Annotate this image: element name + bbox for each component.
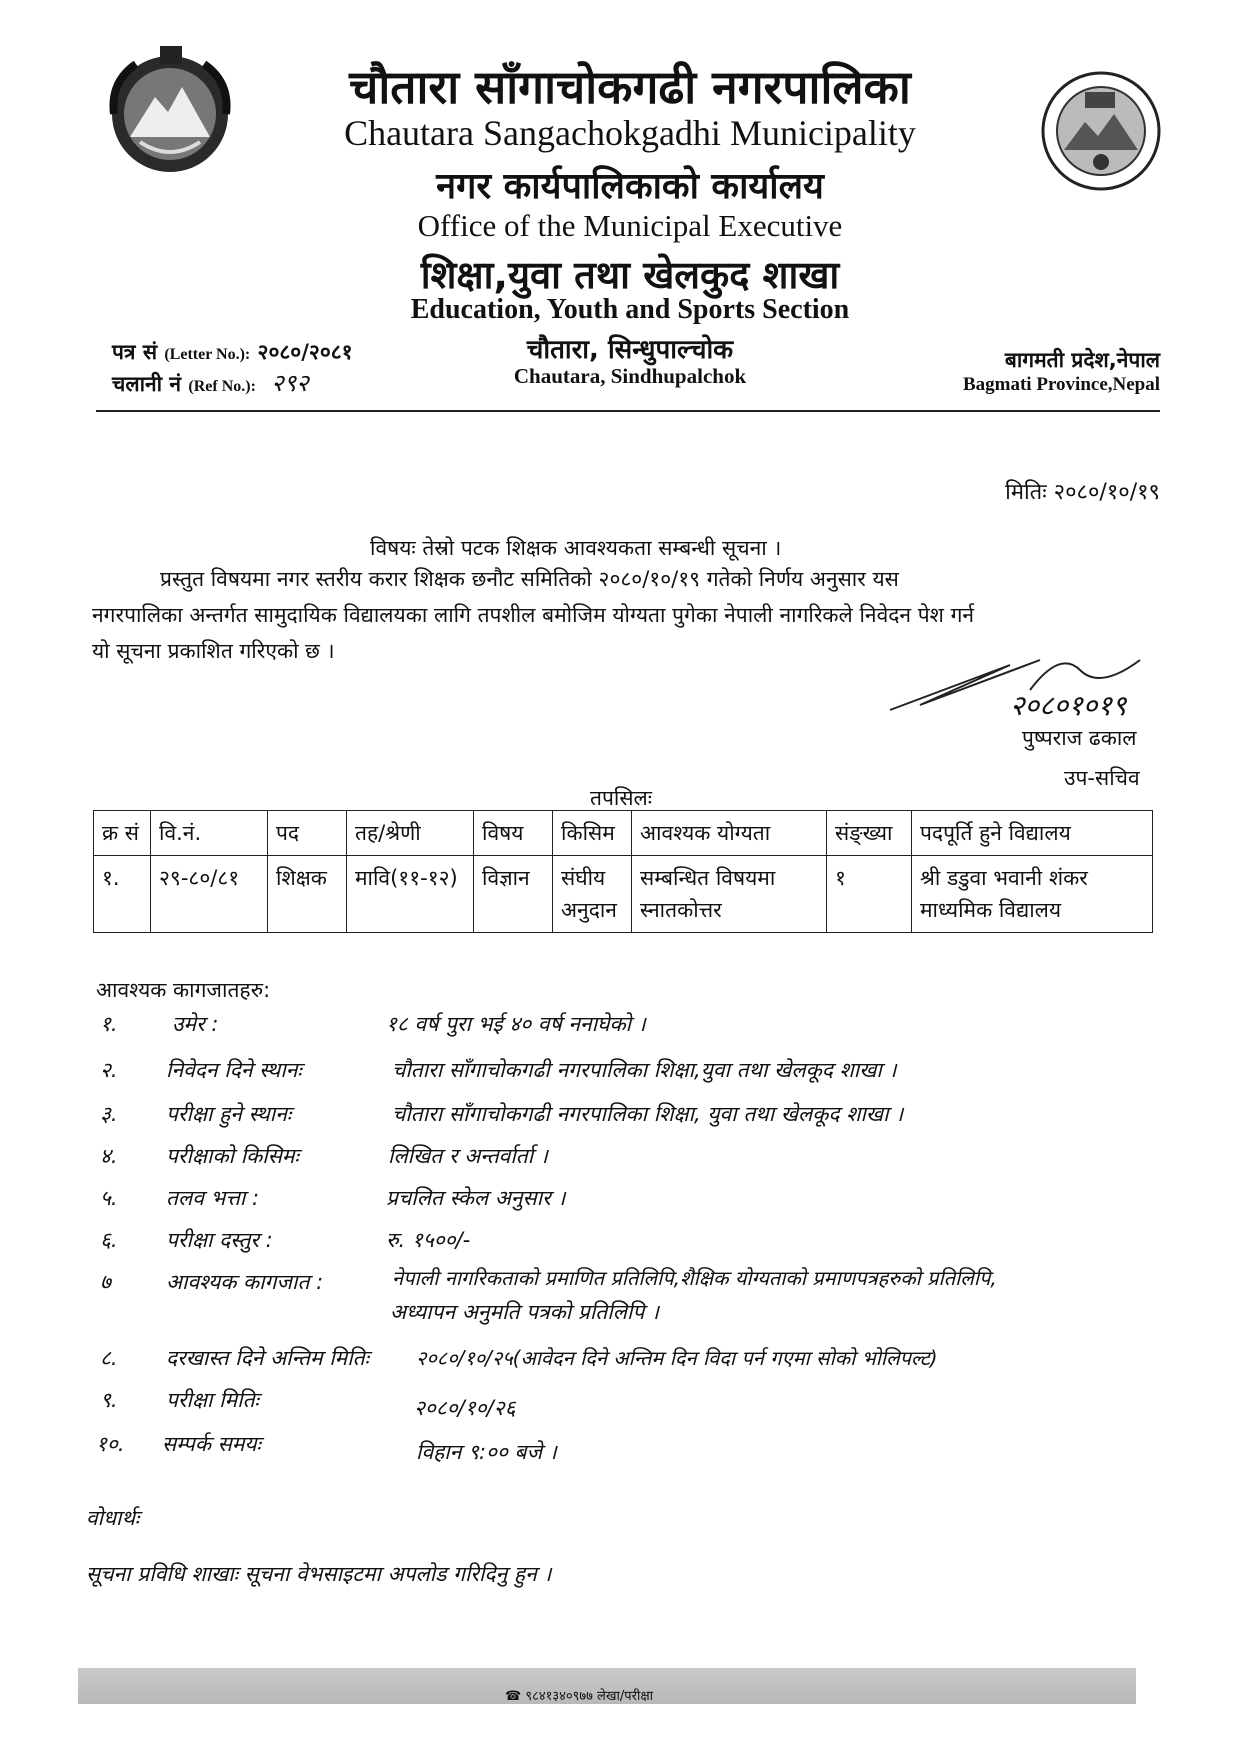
req-num-9: ९.	[100, 1388, 118, 1412]
req-value-2: चौतारा साँगाचोकगढी नगरपालिका शिक्षा,युवा तथा खेलकूद शाखा ।	[392, 1058, 897, 1082]
ref-number: चलानी नं (Ref No.): २९२	[112, 369, 309, 397]
nepal-emblem-icon	[100, 42, 240, 182]
header-school: पदपूर्ति हुने विद्यालय	[912, 811, 1153, 856]
header-subject: विषय	[474, 811, 553, 856]
header-adv-no: वि.नं.	[151, 811, 268, 856]
table-header-row	[94, 811, 1153, 856]
req-label-4: परीक्षाको किसिमः	[166, 1144, 299, 1168]
signature-date: २०८०१०१९	[1010, 689, 1127, 722]
notice-date: मितिः २०८०/१०/१९	[1005, 480, 1160, 505]
signatory-name: पुष्पराज ढकाल	[1022, 726, 1137, 750]
cell-serial: १.	[94, 856, 151, 933]
municipality-seal-icon	[1040, 70, 1162, 192]
cell-type: संघीय अनुदान	[553, 856, 632, 933]
req-value-9: २०८०/१०/२६	[414, 1396, 516, 1420]
cell-qualification: सम्बन्धित विषयमा स्नातकोत्तर	[632, 856, 827, 933]
office-name-np: नगर कार्यपालिकाको कार्यालय	[436, 166, 824, 207]
req-value-1: १८ वर्ष पुरा भई ४० वर्ष ननाघेको ।	[386, 1012, 646, 1036]
cc-title: वोधार्थः	[86, 1506, 140, 1530]
signatory-title: उप-सचिव	[1064, 766, 1140, 790]
cell-count: १	[827, 856, 912, 933]
place-en: Chautara, Sindhupalchok	[513, 364, 747, 388]
body-line-2: नगरपालिका अन्तर्गत सामुदायिक विद्यालयका लागि तपशील बमोजिम योग्यता पुगेका नेपाली नागरिकले निवेदन पेश गर्न	[92, 603, 975, 627]
header-level: तह/श्रेणी	[347, 811, 474, 856]
req-num-7: ७	[100, 1270, 111, 1294]
req-label-1: उमेर :	[172, 1012, 219, 1036]
req-value-6: रु. १५००/-	[386, 1228, 471, 1252]
req-value-10: विहान ९:०० बजे ।	[416, 1440, 557, 1464]
cell-level: मावि(११-१२)	[347, 856, 474, 933]
req-label-5: तलव भत्ता :	[166, 1186, 260, 1210]
req-label-10: सम्पर्क समयः	[162, 1432, 261, 1456]
notice-subject: विषयः तेस्रो पटक शिक्षक आवश्यकता सम्बन्धी सूचना ।	[370, 536, 782, 560]
req-num-1: १.	[100, 1012, 118, 1036]
header-type: किसिम	[553, 811, 632, 856]
footer-contact: ☎ ९८४१३४०९७७ लेखा/परीक्षा	[505, 1689, 654, 1704]
header-serial: क्र सं	[94, 811, 151, 856]
municipality-name-en: Chautara Sangachokgadhi Municipality	[344, 113, 916, 153]
req-value-7: नेपाली नागरिकताको प्रमाणित प्रतिलिपि,शैक्षिक योग्यताको प्रमाणपत्रहरुको प्रतिलिपि,	[392, 1266, 997, 1290]
req-num-10: १०.	[96, 1432, 125, 1456]
req-value-8: २०८०/१०/२५(आवेदन दिने अन्तिम दिन विदा पर्न गएमा सोको भोलिपल्ट)	[416, 1346, 938, 1370]
cell-subject: विज्ञान	[474, 856, 553, 933]
requirements-title: आवश्यक कागजातहरु:	[96, 978, 271, 1002]
vacancy-table	[93, 810, 1153, 933]
req-value-4: लिखित र अन्तर्वार्ता ।	[388, 1144, 548, 1168]
req-value-7b: अध्यापन अनुमति पत्रको प्रतिलिपि ।	[390, 1300, 659, 1324]
header-post: पद	[268, 811, 347, 856]
cell-adv-no: २९-८०/८१	[151, 856, 268, 933]
cell-school: श्री डडुवा भवानी शंकर माध्यमिक विद्यालय	[912, 856, 1153, 933]
req-label-7: आवश्यक कागजात :	[166, 1270, 324, 1294]
req-value-5: प्रचलित स्केल अनुसार ।	[386, 1186, 566, 1210]
place-np: चौतारा, सिन्धुपाल्चोक	[526, 335, 734, 365]
table-caption: तपसिलः	[590, 786, 653, 810]
header-count: संङ्ख्या	[827, 811, 912, 856]
province-en: Bagmati Province,Nepal	[962, 374, 1160, 395]
cell-post: शिक्षक	[268, 856, 347, 933]
req-num-8: ८.	[100, 1346, 118, 1370]
section-name-np: शिक्षा,युवा तथा खेलकुद शाखा	[420, 253, 840, 297]
req-num-6: ६.	[100, 1228, 118, 1252]
req-label-9: परीक्षा मितिः	[166, 1388, 259, 1412]
office-name-en: Office of the Municipal Executive	[417, 208, 843, 243]
req-num-3: ३.	[100, 1102, 118, 1126]
body-line-3: यो सूचना प्रकाशित गरिएको छ ।	[92, 639, 335, 663]
letter-number: पत्र सं (Letter No.): २०८०/२०८१	[112, 340, 353, 364]
req-value-3: चौतारा साँगाचोकगढी नगरपालिका शिक्षा, युवा तथा खेलकूद शाखा ।	[392, 1102, 904, 1126]
body-line-1: प्रस्तुत विषयमा नगर स्तरीय करार शिक्षक छनौट समितिको २०८०/१०/१९ गतेको निर्णय अनुसार यस	[160, 567, 899, 591]
province-np: बागमती प्रदेश,नेपाल	[1004, 348, 1160, 372]
req-num-2: २.	[100, 1058, 118, 1082]
req-label-2: निवेदन दिने स्थानः	[166, 1058, 302, 1082]
req-num-4: ४.	[100, 1144, 118, 1168]
req-label-3: परीक्षा हुने स्थानः	[166, 1102, 292, 1126]
municipality-name-np: चौतारा साँगाचोकगढी नगरपालिका	[349, 60, 911, 114]
section-name-en: Education, Youth and Sports Section	[410, 294, 850, 325]
req-label-6: परीक्षा दस्तुर :	[166, 1228, 273, 1252]
header-divider	[96, 410, 1160, 412]
req-num-5: ५.	[100, 1186, 118, 1210]
table-row	[94, 856, 1153, 933]
cc-line: सूचना प्रविधि शाखाः सूचना वेभसाइटमा अपलोड गरिदिनु हुन ।	[86, 1562, 552, 1586]
header-qualification: आवश्यक योग्यता	[632, 811, 827, 856]
req-label-8: दरखास्त दिने अन्तिम मितिः	[166, 1346, 369, 1370]
